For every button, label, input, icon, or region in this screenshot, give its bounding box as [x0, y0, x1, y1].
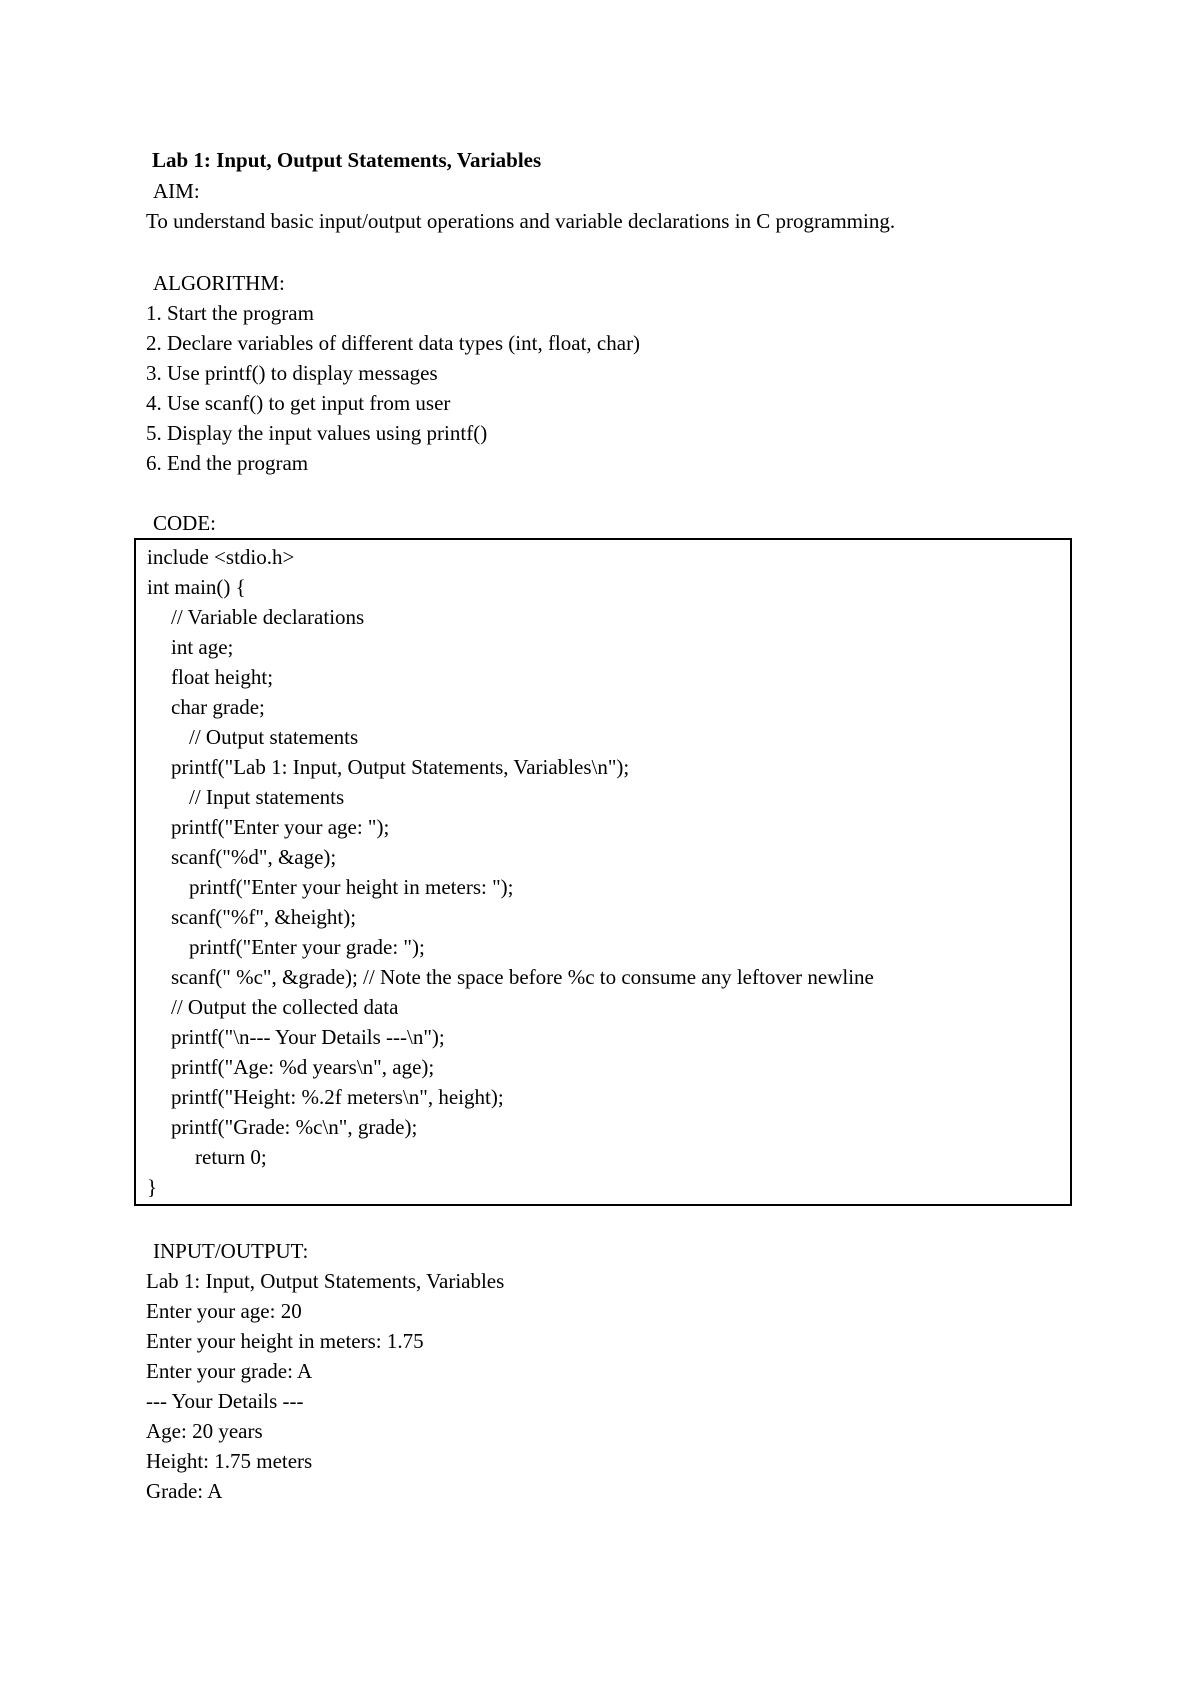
code-line: // Output the collected data [171, 995, 399, 1019]
code-line: printf("Age: %d years\n", age); [171, 1055, 435, 1079]
code-line: } [147, 1175, 158, 1199]
algorithm-step: 2. Declare variables of different data types (int, float, char) [146, 331, 641, 355]
code-heading: CODE: [153, 511, 216, 535]
code-line: printf("\n--- Your Details ---\n"); [171, 1025, 445, 1049]
algorithm-heading: ALGORITHM: [153, 271, 285, 295]
code-line: printf("Enter your grade: "); [189, 935, 425, 959]
code-line: // Output statements [189, 725, 359, 749]
algorithm-step: 1. Start the program [146, 301, 314, 325]
code-line: printf("Grade: %c\n", grade); [171, 1115, 418, 1139]
algorithm-step: 3. Use printf() to display messages [146, 361, 438, 385]
code-line: int age; [171, 635, 234, 659]
io-heading: INPUT/OUTPUT: [153, 1239, 309, 1263]
io-line: Enter your height in meters: 1.75 [146, 1329, 424, 1353]
code-line: float height; [171, 665, 274, 689]
algorithm-step: 5. Display the input values using printf() [146, 421, 488, 445]
io-line: Enter your age: 20 [146, 1299, 302, 1323]
code-line: printf("Enter your height in meters: "); [189, 875, 514, 899]
io-line: Grade: A [146, 1479, 223, 1503]
page-title: Lab 1: Input, Output Statements, Variables [152, 148, 542, 172]
code-line: scanf(" %c", &grade); // Note the space before %c to consume any leftover newline [171, 965, 874, 989]
io-line: Lab 1: Input, Output Statements, Variables [146, 1269, 505, 1293]
code-line: printf("Enter your age: "); [171, 815, 390, 839]
code-line: // Variable declarations [171, 605, 365, 629]
aim-heading: AIM: [153, 179, 200, 203]
io-line: Age: 20 years [146, 1419, 263, 1443]
code-line: char grade; [171, 695, 265, 719]
code-line: scanf("%d", &age); [171, 845, 337, 869]
io-line: Enter your grade: A [146, 1359, 313, 1383]
algorithm-step: 4. Use scanf() to get input from user [146, 391, 451, 415]
code-line: printf("Lab 1: Input, Output Statements, Variables\n"); [171, 755, 630, 779]
io-line: --- Your Details --- [146, 1389, 304, 1413]
algorithm-step: 6. End the program [146, 451, 309, 475]
code-line: scanf("%f", &height); [171, 905, 357, 929]
code-line: return 0; [195, 1145, 267, 1169]
code-line: int main() { [147, 575, 246, 599]
code-line: printf("Height: %.2f meters\n", height); [171, 1085, 504, 1109]
aim-text: To understand basic input/output operations and variable declarations in C programming. [146, 209, 896, 233]
io-line: Height: 1.75 meters [146, 1449, 313, 1473]
code-box [134, 538, 1072, 1206]
code-line: include <stdio.h> [147, 545, 295, 569]
code-line: // Input statements [189, 785, 345, 809]
